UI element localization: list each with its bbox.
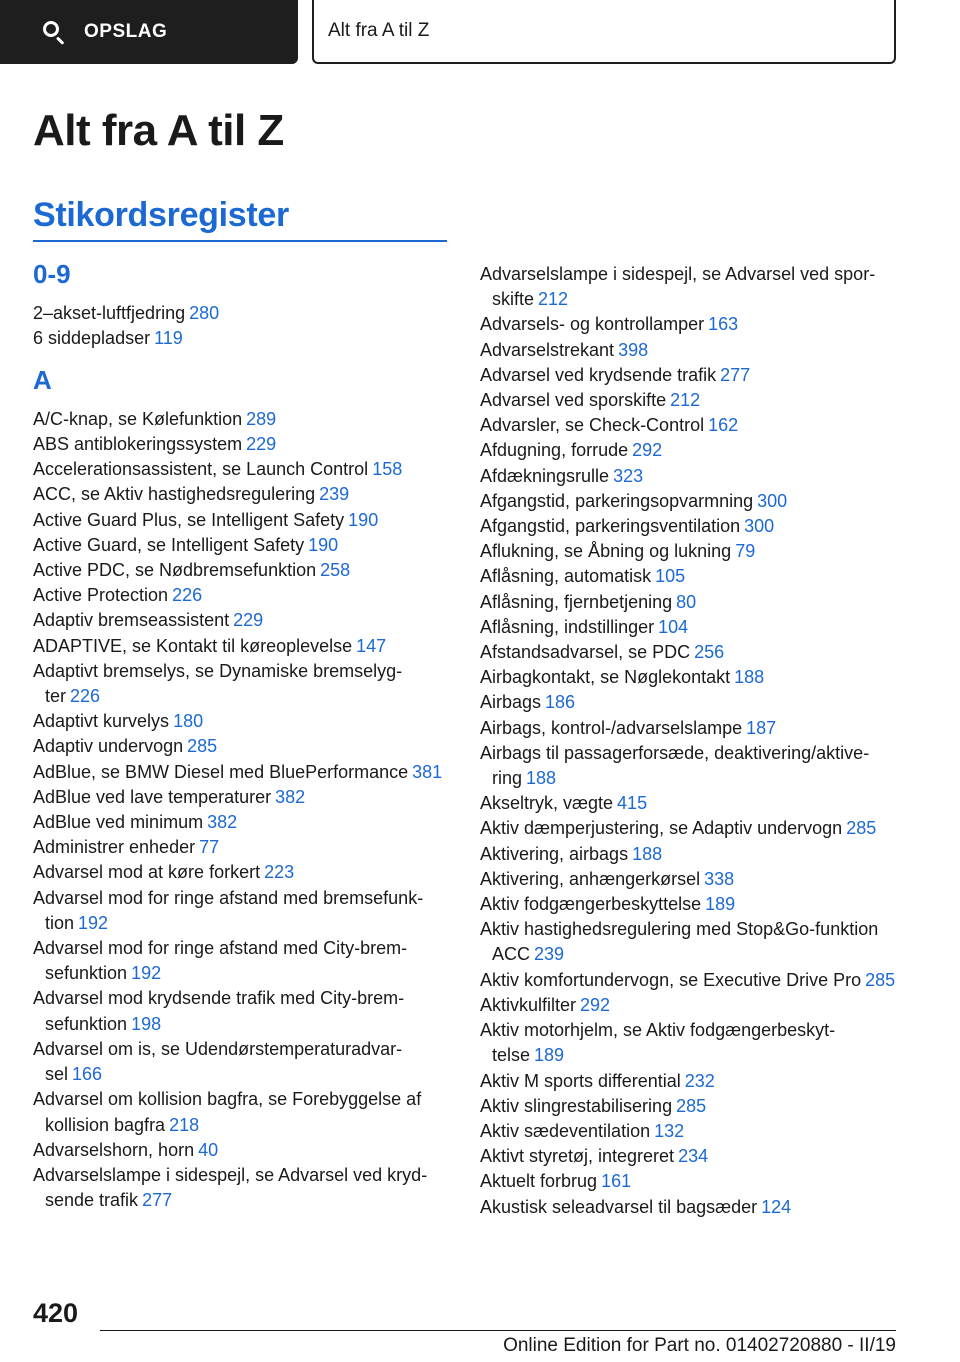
- page-link[interactable]: 229: [233, 610, 264, 631]
- index-entry-text: Advarselslampe i sidespejl, se Advarsel ved sporskifte: [480, 264, 876, 310]
- index-entry[interactable]: [480, 338, 900, 363]
- page-link[interactable]: 292: [632, 440, 663, 461]
- page-link[interactable]: 147: [356, 635, 387, 656]
- page-link[interactable]: 161: [601, 1171, 632, 1192]
- index-entry[interactable]: [480, 1144, 900, 1169]
- index-entry-text: Airbagkontakt, se Nøglekontakt: [480, 667, 731, 688]
- index-entry[interactable]: [480, 993, 900, 1018]
- index-entry-text: Aktivering, anhængerkørsel: [480, 868, 701, 889]
- index-entry-text: Adaptiv undervogn: [33, 736, 184, 757]
- index-entry[interactable]: [33, 986, 447, 1036]
- index-entry[interactable]: [480, 741, 900, 791]
- index-entry[interactable]: [480, 716, 900, 741]
- index-entry[interactable]: [480, 791, 900, 816]
- page-link[interactable]: 300: [744, 516, 775, 537]
- page-link[interactable]: 323: [613, 465, 644, 486]
- index-entry[interactable]: [480, 867, 900, 892]
- index-entry-text: Advarsel mod at køre forkert: [33, 862, 261, 883]
- index-entry-text: Aktivering, airbags: [480, 843, 629, 864]
- index-entry-text: Afdækningsrulle: [480, 465, 610, 486]
- index-entry-text: Airbags, kontrol-/advarselslampe: [480, 717, 743, 738]
- index-entry[interactable]: [480, 615, 900, 640]
- page-link[interactable]: 190: [308, 534, 339, 555]
- index-entry[interactable]: [480, 539, 900, 564]
- index-entry-text: Aktivkulfilter: [480, 994, 577, 1015]
- page-link[interactable]: 232: [684, 1070, 715, 1091]
- index-entry[interactable]: [480, 1169, 900, 1194]
- index-entry-text: Advarselshorn, horn: [33, 1139, 195, 1160]
- page-link[interactable]: 188: [632, 843, 663, 864]
- index-entry[interactable]: [480, 917, 900, 967]
- index-entry[interactable]: [480, 262, 900, 312]
- index-entry[interactable]: [33, 1138, 447, 1163]
- index-entry[interactable]: [33, 835, 447, 860]
- index-entry[interactable]: [480, 464, 900, 489]
- page-link[interactable]: 381: [412, 761, 443, 782]
- index-entry[interactable]: [480, 1119, 900, 1144]
- index-entry[interactable]: [33, 860, 447, 885]
- page-link[interactable]: 192: [131, 963, 162, 984]
- index-entry-text: Advarsel om kollision bagfra, se Forebyggelse af kollision bagfra: [33, 1089, 422, 1135]
- page-link[interactable]: 280: [189, 303, 220, 324]
- page-link[interactable]: 158: [372, 459, 403, 480]
- index-entry-text: Aktiv motorhjelm, se Aktiv fodgængerbeskyttelse: [480, 1020, 836, 1066]
- index-entry-text: Advarsels- og kontrollamper: [480, 314, 705, 335]
- index-entries-a: [33, 407, 447, 1214]
- page-link[interactable]: 285: [676, 1095, 707, 1116]
- index-entry-text: Aktiv M sports differential: [480, 1070, 681, 1091]
- index-entry-text: Aktiv sædeventilation: [480, 1120, 651, 1141]
- top-bar: [0, 0, 960, 66]
- page-link[interactable]: 212: [670, 390, 701, 411]
- index-entry-text: Active Guard, se Intelligent Safety: [33, 534, 305, 555]
- index-entry-text: ADAPTIVE, se Kontakt til køreoplevelse: [33, 635, 353, 656]
- index-entry[interactable]: [33, 508, 447, 533]
- index-entry-text: Afstandsadvarsel, se PDC: [480, 642, 691, 663]
- index-entry[interactable]: [33, 583, 447, 608]
- page-link[interactable]: 285: [846, 818, 877, 839]
- page-link[interactable]: 285: [865, 969, 896, 990]
- index-entry[interactable]: 2–akset-luftfjedring 280: [33, 303, 220, 324]
- page-link[interactable]: 188: [526, 768, 557, 789]
- index-entry-text: Akustisk seleadvarsel til bagsæder: [480, 1196, 758, 1217]
- page-link[interactable]: 187: [746, 717, 777, 738]
- index-entry-text: Aflukning, se Åbning og lukning: [480, 541, 732, 562]
- index-entry[interactable]: [480, 842, 900, 867]
- index-entry-text: Advarsel mod for ringe afstand med City-bremsefunktion: [33, 938, 408, 984]
- page-link[interactable]: 162: [708, 415, 739, 436]
- index-entry[interactable]: [480, 590, 900, 615]
- page-link[interactable]: 277: [142, 1190, 173, 1211]
- index-entry[interactable]: [33, 659, 447, 709]
- page-link[interactable]: 212: [538, 289, 569, 310]
- breadcrumb[interactable]: [312, 0, 896, 64]
- index-entry-text: ABS antiblokeringssystem: [33, 434, 243, 455]
- index-entry[interactable]: [33, 634, 447, 659]
- page-link[interactable]: 186: [545, 692, 576, 713]
- index-entry[interactable]: [480, 489, 900, 514]
- index-column-right: [480, 262, 900, 1220]
- index-entry[interactable]: [480, 514, 900, 539]
- page-link[interactable]: 189: [705, 894, 736, 915]
- index-entry-text: Aktiv hastighedsregulering med Stop&Go-funktion ACC: [480, 919, 879, 965]
- index-entry[interactable]: [33, 533, 447, 558]
- index-entry[interactable]: [33, 608, 447, 633]
- index-entry[interactable]: [480, 968, 900, 993]
- index-entry-text: AdBlue ved minimum: [33, 812, 204, 833]
- index-entry-text: Aflåsning, automatisk: [480, 566, 652, 587]
- index-entry-text: Accelerationsassistent, se Launch Control: [33, 459, 369, 480]
- index-column-left: [33, 259, 447, 1213]
- index-entry-text: Advarsel mod for ringe afstand med bremsefunktion: [33, 887, 424, 933]
- index-entry-text: Administrer enheder: [33, 837, 196, 858]
- index-entry-text: Advarsler, se Check-Control: [480, 415, 705, 436]
- index-entry-text: A/C-knap, se Kølefunktion: [33, 408, 243, 429]
- page-link[interactable]: 338: [704, 868, 735, 889]
- page-link[interactable]: 229: [246, 434, 277, 455]
- search-icon: [42, 20, 66, 44]
- breadcrumb-label: Alt fra A til Z: [328, 20, 430, 41]
- index-entry-text: Aktiv komfortundervogn, se Executive Drive Pro: [480, 969, 862, 990]
- index-entry-text: Advarselstrekant: [480, 339, 615, 360]
- index-entry-text: Aktivt styretøj, integreret: [480, 1146, 675, 1167]
- index-entry-text: Adaptivt bremselys, se Dynamiske bremselygter: [33, 660, 403, 707]
- index-entry[interactable]: [480, 892, 900, 917]
- index-entry[interactable]: [33, 1087, 447, 1137]
- page-title: Alt fra A til Z: [33, 106, 284, 155]
- search-tab[interactable]: [0, 0, 298, 64]
- page-link[interactable]: 218: [169, 1114, 200, 1135]
- index-entry[interactable]: 6 siddepladser 119: [33, 328, 183, 349]
- index-entry-text: Advarselslampe i sidespejl, se Advarsel ved krydsende trafik: [33, 1164, 428, 1211]
- page-link[interactable]: 119: [154, 328, 183, 349]
- index-entry[interactable]: [33, 457, 447, 482]
- index-entry[interactable]: [480, 388, 900, 413]
- index-entry[interactable]: [480, 1069, 900, 1094]
- index-entry-text: Aktiv slingrestabilisering: [480, 1095, 673, 1116]
- index-entry[interactable]: [33, 760, 447, 785]
- footer-edition: Online Edition for Part no. 01402720880 - II/19: [503, 1335, 896, 1356]
- index-entry-text: Active PDC, se Nødbremsefunktion: [33, 560, 317, 581]
- index-entry[interactable]: [480, 640, 900, 665]
- index-entry[interactable]: [33, 810, 447, 835]
- index-letter: A: [33, 364, 52, 395]
- page-link[interactable]: 166: [72, 1064, 103, 1085]
- index-entry-text: Adaptivt kurvelys: [33, 711, 170, 732]
- page-link[interactable]: 289: [246, 408, 277, 429]
- index-entry-text: Advarsel ved sporskifte: [480, 390, 667, 411]
- page-link[interactable]: 300: [757, 490, 788, 511]
- index-entry[interactable]: [480, 312, 900, 337]
- page-link[interactable]: 190: [348, 509, 379, 530]
- page-link[interactable]: 415: [617, 793, 648, 814]
- index-entry-text: AdBlue ved lave temperaturer: [33, 786, 272, 807]
- index-entry[interactable]: [33, 709, 447, 734]
- footer-divider: [100, 1330, 896, 1331]
- index-entry[interactable]: [33, 482, 447, 507]
- index-entry-text: Afdugning, forrude: [480, 440, 629, 461]
- index-entry[interactable]: [33, 886, 447, 936]
- index-entry[interactable]: [33, 734, 447, 759]
- index-entry-text: Aflåsning, indstillinger: [480, 616, 655, 637]
- index-entry[interactable]: [33, 936, 447, 986]
- page-link[interactable]: 226: [70, 686, 101, 707]
- page-link[interactable]: 285: [187, 736, 218, 757]
- index-entry-text: Aflåsning, fjernbetjening: [480, 591, 673, 612]
- index-entry[interactable]: [33, 407, 447, 432]
- page-link[interactable]: 398: [618, 339, 649, 360]
- page-link[interactable]: 189: [534, 1045, 565, 1066]
- index-entry[interactable]: [480, 438, 900, 463]
- index-entry[interactable]: [33, 1163, 447, 1213]
- page-link[interactable]: 277: [720, 364, 751, 385]
- index-entry-text: Aktiv fodgængerbeskyttelse: [480, 894, 702, 915]
- index-entry-text: Akseltryk, vægte: [480, 793, 614, 814]
- index-entry-text: Advarsel om is, se Udendørstemperaturadvarsel: [33, 1038, 403, 1085]
- page-link[interactable]: 198: [131, 1013, 162, 1034]
- index-entry-text: AdBlue, se BMW Diesel med BluePerformance: [33, 761, 409, 782]
- page-link[interactable]: 124: [761, 1196, 792, 1217]
- index-entry[interactable]: [33, 558, 447, 583]
- index-entry[interactable]: [480, 1018, 900, 1068]
- page-link[interactable]: 382: [207, 812, 238, 833]
- index-entry[interactable]: [480, 665, 900, 690]
- index-entry-text: Adaptiv bremseassistent: [33, 610, 230, 631]
- page-link[interactable]: 104: [658, 616, 689, 637]
- page-link[interactable]: 180: [173, 711, 204, 732]
- page-link[interactable]: 40: [198, 1139, 219, 1160]
- index-entry[interactable]: [480, 690, 900, 715]
- index-entry-text: ACC, se Aktiv hastighedsregulering: [33, 484, 316, 505]
- page-link[interactable]: 382: [275, 786, 306, 807]
- index-entry-text: Advarsel ved krydsende trafik: [480, 364, 717, 385]
- index-entry-text: Active Protection: [33, 585, 169, 606]
- page-link[interactable]: 188: [734, 667, 765, 688]
- index-entry[interactable]: [480, 816, 900, 841]
- index-entry[interactable]: [33, 785, 447, 810]
- section-title: Stikordsregister: [33, 196, 289, 234]
- index-entry[interactable]: [480, 1195, 900, 1220]
- index-entry[interactable]: [480, 564, 900, 589]
- page-link[interactable]: 239: [534, 944, 565, 965]
- index-entry[interactable]: [480, 1094, 900, 1119]
- page-link[interactable]: 77: [199, 837, 220, 858]
- index-entry-text: Airbags: [480, 692, 542, 713]
- page-link[interactable]: 132: [654, 1120, 685, 1141]
- index-entry-text: Afgangstid, parkeringsventilation: [480, 516, 741, 537]
- index-entry[interactable]: [33, 432, 447, 457]
- index-entry-text: Afgangstid, parkeringsopvarmning: [480, 490, 754, 511]
- index-entry-text: Advarsel mod krydsende trafik med City-bremsefunktion: [33, 988, 405, 1034]
- index-entry-text: Active Guard Plus, se Intelligent Safety: [33, 509, 345, 530]
- page-link[interactable]: 256: [694, 642, 725, 663]
- index-entry-text: Aktiv dæmperjustering, se Adaptiv undervogn: [480, 818, 843, 839]
- section-divider: [33, 240, 447, 242]
- page-link[interactable]: 226: [172, 585, 203, 606]
- page-link[interactable]: 239: [319, 484, 350, 505]
- page-link[interactable]: 163: [708, 314, 739, 335]
- page-link[interactable]: 223: [264, 862, 295, 883]
- page-number: 420: [33, 1298, 79, 1328]
- page-link[interactable]: 105: [655, 566, 686, 587]
- page-link[interactable]: 80: [676, 591, 697, 612]
- index-letter: 0-9: [33, 259, 71, 289]
- index-entry-text: Aktuelt forbrug: [480, 1171, 598, 1192]
- page-link[interactable]: 192: [78, 912, 109, 933]
- page-link[interactable]: 258: [320, 560, 351, 581]
- index-entry[interactable]: [33, 1037, 447, 1087]
- index-entry[interactable]: [480, 413, 900, 438]
- page-link[interactable]: 234: [678, 1146, 709, 1167]
- search-tab-label: OPSLAG: [84, 21, 168, 42]
- index-entry[interactable]: [480, 363, 900, 388]
- page-link[interactable]: 79: [735, 541, 756, 562]
- page-link[interactable]: 292: [580, 994, 611, 1015]
- index-entry-text: Airbags til passagerforsæde, deaktivering/aktivering: [480, 742, 870, 789]
